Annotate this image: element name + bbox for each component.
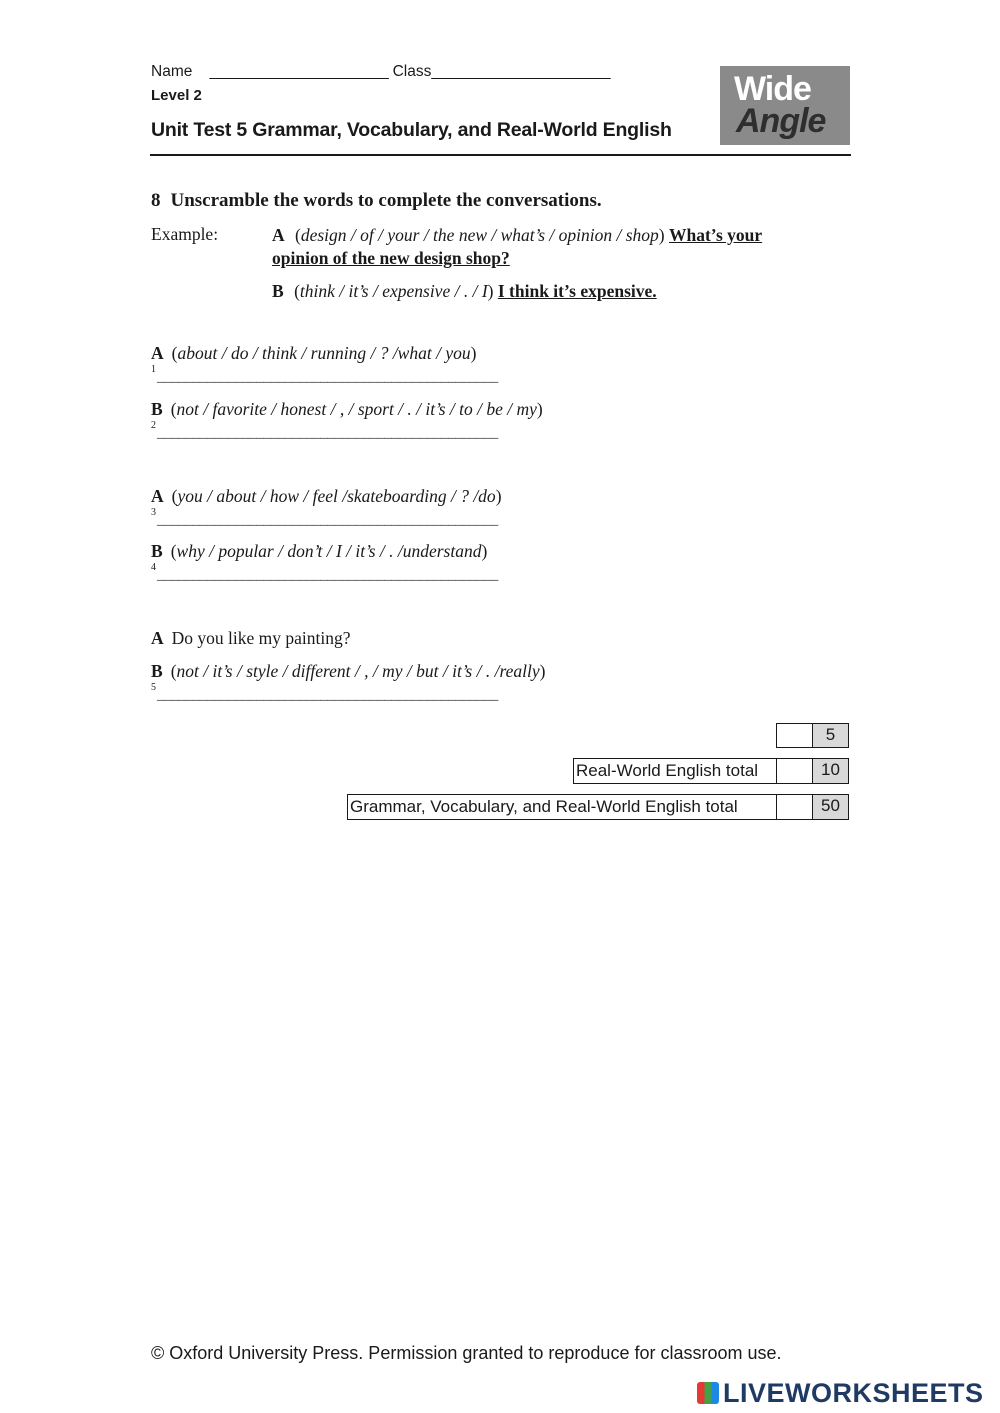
wide-angle-logo — [720, 66, 850, 145]
example-label: Example: — [151, 224, 219, 244]
rwe-total-label: Real-World English total — [573, 758, 777, 784]
scrambled-prompt: think / it’s / expensive / . / I — [299, 281, 488, 301]
liveworksheets-mark-icon — [697, 1382, 719, 1404]
class-field[interactable]: ______________________ — [431, 63, 610, 80]
example-line-a: A (design / of / your / the new / what’s / opinion / shop) What’s your opinion of the new design shop? — [272, 225, 763, 268]
name-label: Name — [151, 63, 193, 80]
scrambled-prompt: not / it’s / style / different / , / my / but / it’s / . /really — [176, 661, 540, 681]
logo-word-angle: Angle — [736, 102, 826, 140]
question-4-prompt: B (why / popular / don’t / I / it’s / . /understand) — [151, 541, 488, 561]
scrambled-prompt: not / favorite / honest / , / sport / . / it’s / to / be / my — [176, 399, 537, 419]
question-5-prompt: B (not / it’s / style / different / , / my / but / it’s / . /really) — [151, 661, 546, 681]
example-answer: I think it’s expensive. — [497, 281, 657, 301]
question-number: 5 — [151, 682, 156, 693]
question-number: 1 — [151, 364, 156, 375]
unit-title: Unit Test 5 Grammar, Vocabulary, and Real-World English — [151, 119, 672, 141]
question-number: 4 — [151, 562, 156, 573]
grand-total-label: Grammar, Vocabulary, and Real-World English total — [347, 794, 777, 820]
speaker-label: A — [151, 343, 164, 363]
name-class-row — [151, 63, 610, 81]
speaker-label: B — [151, 541, 163, 561]
speaker-label: A — [151, 486, 164, 506]
rwe-total-max: 10 — [812, 758, 849, 784]
dialogue-text: Do you like my painting? — [171, 628, 351, 648]
speaker-label: B — [151, 399, 163, 419]
question-number: 2 — [151, 420, 156, 431]
scrambled-prompt: why / popular / don’t / I / it’s / . /understand — [176, 541, 482, 561]
answer-field-5[interactable]: ________________________________________________ — [157, 687, 498, 703]
class-label: Class — [392, 63, 432, 80]
copyright-footer: © Oxford University Press. Permission granted to reproduce for classroom use. — [151, 1343, 782, 1363]
scrambled-prompt: about / do / think / running / ? /what / you — [177, 343, 471, 363]
answer-field-1[interactable]: ________________________________________________ — [157, 369, 498, 385]
answer-field-3[interactable]: ________________________________________________ — [157, 512, 498, 528]
exercise-score-input[interactable] — [776, 723, 813, 748]
question-1-prompt: A (about / do / think / running / ? /what / you) — [151, 343, 477, 363]
answer-field-2[interactable]: ________________________________________________ — [157, 425, 498, 441]
logo-word-wide: Wide — [734, 70, 811, 108]
scrambled-prompt: you / about / how / feel /skateboarding / ? /do — [177, 486, 496, 506]
question-number: 3 — [151, 507, 156, 518]
exercise-score-max: 5 — [812, 723, 849, 748]
exercise-heading — [151, 190, 602, 212]
liveworksheets-wordmark: LIVEWORKSHEETS — [723, 1378, 984, 1408]
example-answer: What’s your opinion of the new design shop? — [272, 225, 763, 268]
exercise-instruction: Unscramble the words to complete the conversations. — [170, 190, 602, 211]
grand-total-input[interactable] — [776, 794, 813, 820]
grand-total-max: 50 — [812, 794, 849, 820]
dialogue-line-a — [151, 628, 351, 649]
speaker-label: A — [272, 225, 285, 245]
speaker-label: B — [272, 281, 284, 301]
question-3-prompt: A (you / about / how / feel /skateboarding / ? /do) — [151, 486, 502, 506]
level-label: Level 2 — [151, 87, 202, 104]
example-line-b: B (think / it’s / expensive / . / I) I think it’s expensive. — [272, 281, 657, 301]
speaker-label: A — [151, 628, 164, 648]
rwe-total-input[interactable] — [776, 758, 813, 784]
question-2-prompt: B (not / favorite / honest / , / sport / . / it’s / to / be / my) — [151, 399, 543, 419]
answer-field-4[interactable]: ________________________________________________ — [157, 567, 498, 583]
exercise-number: 8 — [151, 190, 161, 211]
name-field[interactable]: ______________________ — [209, 63, 389, 80]
speaker-label: B — [151, 661, 163, 681]
header-divider — [150, 154, 851, 156]
scrambled-prompt: design / of / your / the new / what’s / opinion / shop — [300, 225, 659, 245]
liveworksheets-logo — [697, 1378, 984, 1409]
